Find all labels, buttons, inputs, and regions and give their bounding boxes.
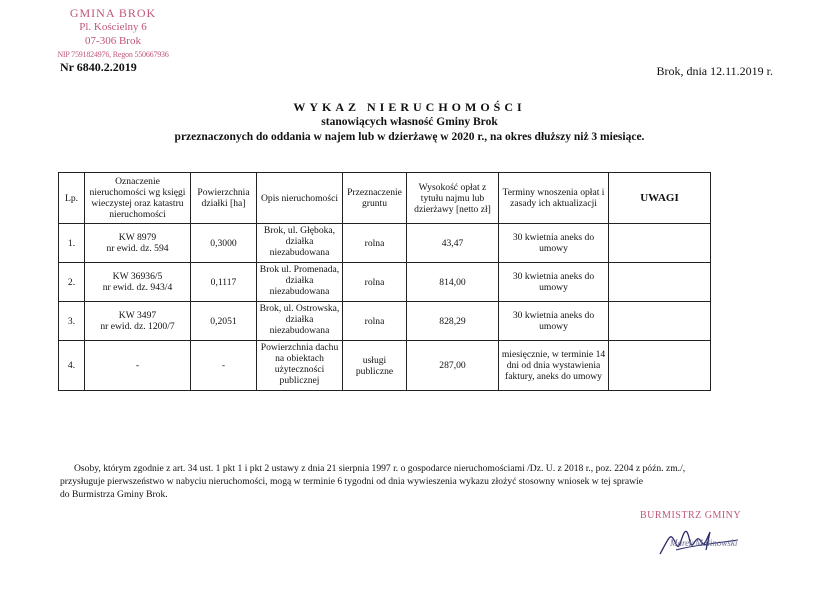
document-title: WYKAZ NIERUCHOMOŚCI — [293, 100, 526, 114]
document-subtitle: stanowiących własność Gminy Brok — [321, 116, 498, 128]
place-date: Brok, dnia 12.11.2019 r. — [656, 64, 773, 78]
header-powierzchnia: Powierzchnia działki [ha] — [191, 173, 257, 224]
cell-przeznaczenie: rolna — [343, 224, 407, 263]
cell-terminy: 30 kwietnia aneks do umowy — [499, 302, 609, 341]
signature-name: Marek Malinowski — [670, 538, 738, 548]
legal-note-line: do Burmistrza Gminy Brok. — [60, 489, 168, 500]
property-table — [58, 172, 711, 391]
cell-oplata: 287,00 — [407, 341, 499, 391]
cell-powierzchnia: 0,3000 — [191, 224, 257, 263]
cell-oznaczenie — [85, 341, 191, 391]
table-row — [59, 224, 711, 263]
header-wysokosc: Wysokość opłat z tytułu najmu lub dzierżawy [netto zł] — [407, 173, 499, 224]
cell-terminy: 30 kwietnia aneks do umowy — [499, 263, 609, 302]
cell-kw: KW 3497 — [118, 310, 157, 321]
cell-kw: KW 8979 — [118, 232, 157, 243]
cell-przeznaczenie: usługi publiczne — [343, 341, 407, 391]
cell-powierzchnia: 0,1117 — [191, 263, 257, 302]
legal-note — [60, 462, 780, 501]
header-przeznaczenie: Przeznaczenie gruntu — [343, 173, 407, 224]
table-row — [59, 302, 711, 341]
document-number: Nr 6840.2.2019 — [60, 60, 137, 74]
header-lp: Lp. — [59, 173, 85, 224]
legal-note-line: przysługuje pierwszeństwo w nabyciu nieruchomości, mogą w terminie 6 tygodni od dnia wywieszenia wykazu złożyć stosowny wniosek w tej sprawie — [60, 476, 643, 487]
mayor-stamp-title: BURMISTRZ GMINY — [640, 510, 742, 521]
table-row — [59, 263, 711, 302]
cell-kw: KW 36936/5 — [112, 271, 163, 282]
header-oznaczenie: Oznaczenie nieruchomości wg księgi wieczystej oraz katastru nieruchomości — [85, 173, 191, 224]
stamp-postcode: 07-306 Brok — [85, 35, 141, 47]
cell-oznaczenie — [85, 224, 191, 263]
header-opis: Opis nieruchomości — [257, 173, 343, 224]
cell-powierzchnia: 0,2051 — [191, 302, 257, 341]
document-purpose: przeznaczonych do oddania w najem lub w dzierżawę w 2020 r., na okres dłuższy niż 3 miesiące. — [174, 131, 645, 143]
cell-ewid: nr ewid. dz. 594 — [106, 243, 169, 254]
cell-lp: 3. — [59, 302, 85, 341]
cell-uwagi — [609, 302, 711, 341]
stamp-street: Pl. Kościelny 6 — [79, 21, 147, 33]
cell-przeznaczenie: rolna — [343, 302, 407, 341]
cell-lp: 2. — [59, 263, 85, 302]
header-terminy: Terminy wnoszenia opłat i zasady ich aktualizacji — [499, 173, 609, 224]
cell-uwagi — [609, 263, 711, 302]
cell-oplata: 43,47 — [407, 224, 499, 263]
cell-ewid: nr ewid. dz. 943/4 — [102, 282, 173, 293]
cell-terminy: 30 kwietnia aneks do umowy — [499, 224, 609, 263]
cell-terminy: miesięcznie, w terminie 14 dni od dnia wystawienia faktury, aneks do umowy — [499, 341, 609, 391]
cell-oznaczenie — [85, 302, 191, 341]
cell-powierzchnia: - — [191, 341, 257, 391]
legal-note-line: Osoby, którym zgodnie z art. 34 ust. 1 pkt 1 i pkt 2 ustawy z dnia 21 sierpnia 1997 r. o gospodarce nieruchomościami /Dz. U. z 2018 r., poz. 2204 z późn. zm./, — [74, 463, 686, 474]
cell-opis: Brok, ul. Głęboka, działka niezabudowana — [257, 224, 343, 263]
cell-oplata: 828,29 — [407, 302, 499, 341]
cell-opis: Powierzchnia dachu na obiektach użyteczności publicznej — [257, 341, 343, 391]
cell-oznaczenie — [85, 263, 191, 302]
cell-lp: 4. — [59, 341, 85, 391]
stamp-name: GMINA BROK — [69, 6, 157, 20]
table-header-row — [59, 173, 711, 224]
cell-opis: Brok ul. Promenada, działka niezabudowana — [257, 263, 343, 302]
cell-kw: - — [135, 360, 140, 371]
cell-lp: 1. — [59, 224, 85, 263]
cell-opis: Brok, ul. Ostrowska, działka niezabudowana — [257, 302, 343, 341]
cell-oplata: 814,00 — [407, 263, 499, 302]
cell-uwagi — [609, 224, 711, 263]
cell-ewid: nr ewid. dz. 1200/7 — [100, 321, 175, 332]
office-stamp — [48, 6, 178, 62]
cell-uwagi — [609, 341, 711, 391]
cell-przeznaczenie: rolna — [343, 263, 407, 302]
table-row — [59, 341, 711, 391]
stamp-nip-regon: NIP 7591824976, Regon 550667936 — [57, 50, 169, 59]
header-uwagi: UWAGI — [609, 173, 711, 224]
